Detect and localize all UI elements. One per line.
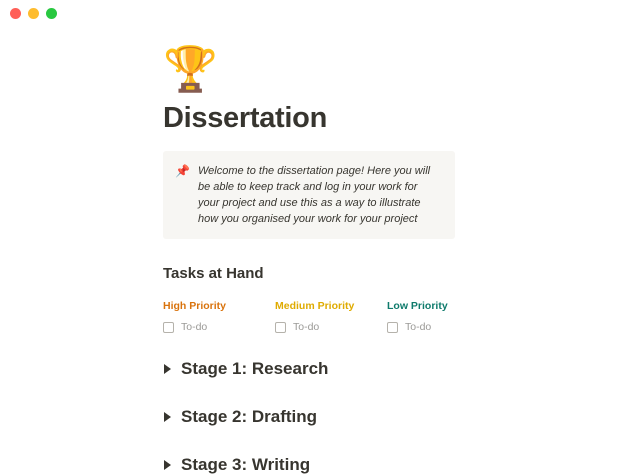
todo-label-low: To-do (405, 321, 432, 333)
column-title-low: Low Priority (387, 300, 448, 312)
column-medium-priority (275, 300, 387, 333)
column-high-priority (163, 300, 275, 333)
chevron-right-icon[interactable] (164, 412, 171, 422)
tasks-heading: Tasks at Hand (163, 265, 264, 282)
checkbox-medium[interactable] (275, 322, 286, 333)
todo-label-high: To-do (181, 321, 208, 333)
checkbox-low[interactable] (387, 322, 398, 333)
page-content (0, 45, 640, 475)
callout-text: Welcome to the dissertation page! Here you will be able to keep track and log in your work for your project and use this as a way to illustrate how you organised your work for your project (197, 165, 431, 225)
toggle-title-stage-3: Stage 3: Writing (181, 455, 311, 474)
column-low-priority (387, 300, 499, 333)
toggle-stage-3[interactable] (163, 455, 616, 475)
toggle-title-stage-2: Stage 2: Drafting (181, 407, 318, 426)
page-title: Dissertation (163, 102, 327, 134)
pin-icon: 📌 (175, 164, 190, 178)
column-title-high: High Priority (163, 300, 227, 312)
welcome-callout (163, 151, 455, 239)
trophy-icon[interactable]: 🏆 (163, 45, 218, 94)
window-titlebar (0, 0, 640, 26)
todo-item-low[interactable] (387, 321, 499, 333)
column-title-medium: Medium Priority (275, 300, 355, 312)
chevron-right-icon[interactable] (164, 460, 171, 470)
priority-columns (163, 300, 616, 333)
maximize-window-button[interactable] (46, 8, 57, 19)
chevron-right-icon[interactable] (164, 364, 171, 374)
toggle-title-stage-1: Stage 1: Research (181, 359, 329, 378)
checkbox-high[interactable] (163, 322, 174, 333)
todo-label-medium: To-do (293, 321, 320, 333)
minimize-window-button[interactable] (28, 8, 39, 19)
todo-item-medium[interactable] (275, 321, 387, 333)
todo-item-high[interactable] (163, 321, 275, 333)
toggle-stage-2[interactable] (163, 407, 616, 427)
close-window-button[interactable] (10, 8, 21, 19)
toggle-stage-1[interactable] (163, 359, 616, 379)
